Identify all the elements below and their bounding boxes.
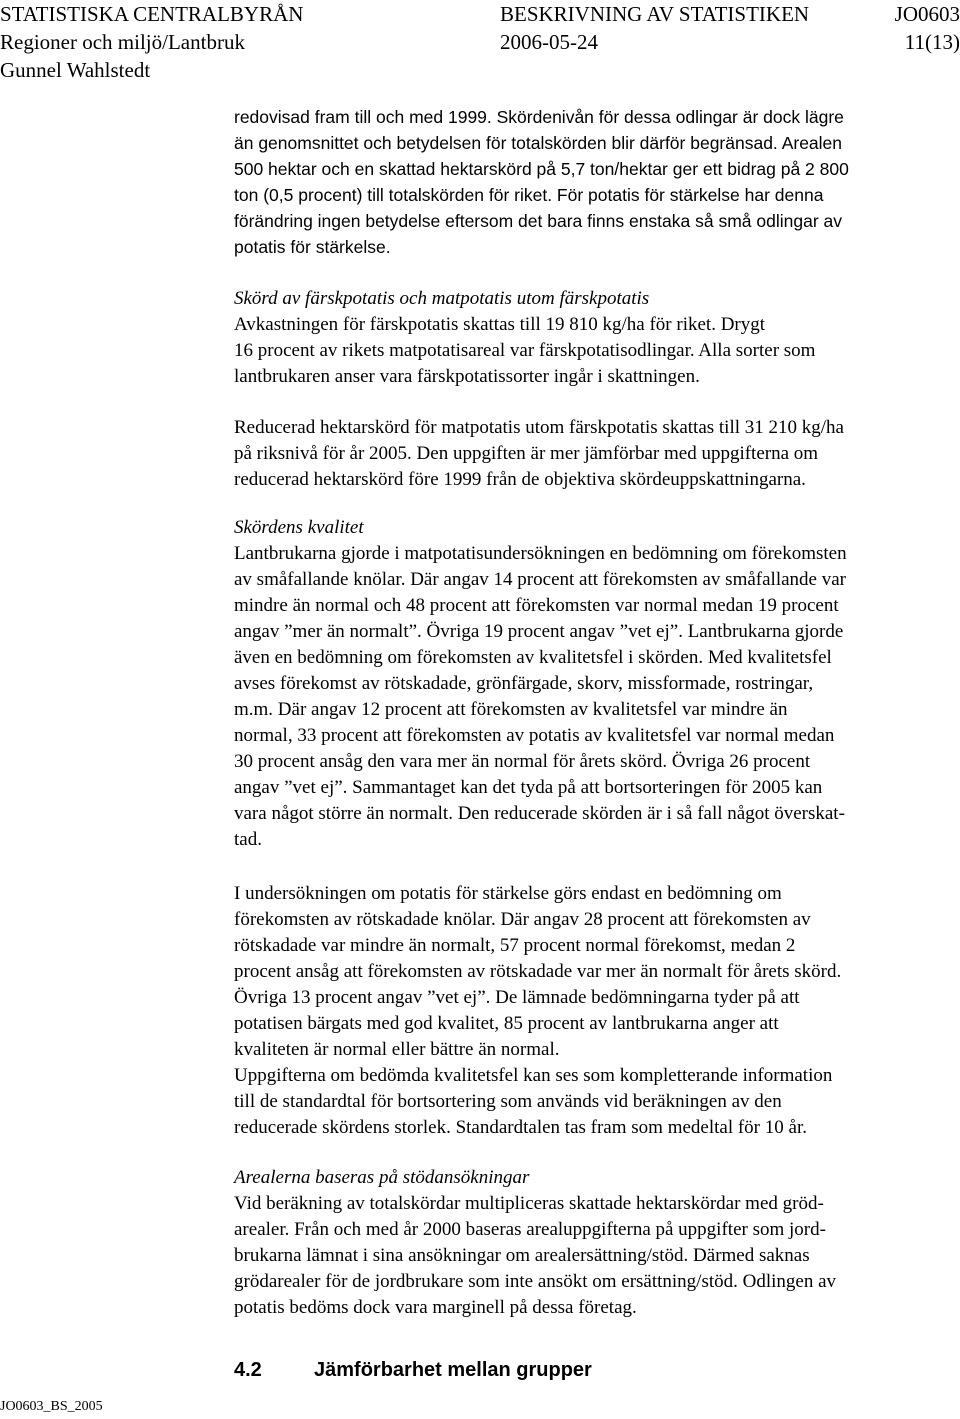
- section-harvest-quality: [234, 515, 946, 853]
- paragraph: redovisad fram till och med 1999. Skördenivån för dessa odlingar är dock lägre än genomsnittet och betydelsen för totalskörden blir därför begränsad. Arealen 500 hektar och en skattad hektarskörd på 5,7 ton/hektar ger ett bidrag på 2 800 ton (0,5 procent) till totalskörden för riket. För potatis för stärkelse har denna förändring ingen betydelse eftersom det bara finns enstaka så små odlingar av potatis för stärkelse.: [234, 107, 849, 257]
- section-reduced-yield: [234, 415, 946, 493]
- header-row-2: [0, 28, 960, 56]
- header-row-3: [0, 56, 960, 84]
- section-area-basis: [234, 1165, 946, 1321]
- paragraph: Uppgifterna om bedömda kvalitetsfel kan ses som kompletterande information till de standardtal för bortsortering som används vid beräkningen av den reducerade skördens storlek. Standardtalen tas fram som medeltal för 10 år.: [234, 1065, 833, 1138]
- organization-name: STATISTISKA CENTRALBYRÅN: [0, 2, 304, 26]
- paragraph: I undersökningen om potatis för stärkelse görs endast en bedömning om förekomsten av rötskadade knölar. Där angav 28 procent att förekomsten av rötskadade var mindre än normalt, 57 procent normal förekomst, medan 2 procent ansåg att förekomsten av rötskadade var mer än normalt för årets skörd. Övriga 13 procent angav ”vet ej”. De lämnade bedömningarna tyder på att potatisen bärgats med god kvalitet, 85 procent av lantbrukarna anger att kvaliteten är normal eller bättre än normal.: [234, 883, 842, 1060]
- footer-document-id: JO0603_BS_2005: [0, 1399, 103, 1414]
- department: Regioner och miljö/Lantbruk: [0, 30, 245, 54]
- paragraph-area-yield: [234, 104, 946, 260]
- section-title: Jämförbarhet mellan grupper: [314, 1359, 592, 1381]
- document-code: JO0603: [894, 2, 960, 26]
- paragraph: Vid beräkning av totalskördar multipliceras skattade hektarskördar med gröd- arealer. Från och med år 2000 baseras arealuppgifterna på uppgifter som jord- brukarna lämnat i sina ansökningar om arealersättning/stöd. Därmed saknas grödarealer för de jordbrukare som inte ansökt om ersättning/stöd. Odlingen av potatis bedöms dock vara marginell på dessa företag.: [234, 1193, 837, 1318]
- section-starch-potato: [234, 881, 946, 1141]
- header-row-1: [0, 0, 960, 28]
- subheading: Skördens kvalitet: [234, 517, 364, 538]
- section-number: 4.2: [234, 1359, 262, 1381]
- page-number: 11(13): [904, 30, 960, 54]
- section-heading: [234, 1356, 592, 1384]
- paragraph: Lantbrukarna gjorde i matpotatisundersökningen en bedömning om förekomsten av småfallande knölar. Där angav 14 procent att förekomsten av småfallande var mindre än normal och 48 procent att förekomsten var normal medan 19 procent angav ”mer än normalt”. Övriga 19 procent angav ”vet ej”. Lantbrukarna gjorde även en bedömning om förekomsten av kvalitetsfel i skörden. Med kvalitetsfel avses förekomst av rötskadade, grönfärgade, skorv, missformade, rostringar, m.m. Där angav 12 procent att förekomsten av kvalitetsfel var mindre än normal, 33 procent att förekomsten av potatis av kvalitetsfel var normal medan 30 procent ansåg den vara mer än normal för årets skörd. Övriga 26 procent angav ”vet ej”. Sammantaget kan det tyda på att bortsorteringen för 2005 kan vara något större än normalt. Den reducerade skörden är i så fall något överskat- tad.: [234, 543, 847, 850]
- document-date: 2006-05-24: [500, 30, 598, 54]
- paragraph: Reducerad hektarskörd för matpotatis utom färskpotatis skattas till 31 210 kg/ha på riksnivå för år 2005. Den uppgiften är mer jämförbar med uppgifterna om reducerad hektarskörd före 1999 från de objektiva skördeuppskattningarna.: [234, 417, 844, 490]
- section-fresh-potato: [234, 286, 946, 390]
- subheading: Skörd av färskpotatis och matpotatis utom färskpotatis: [234, 288, 650, 309]
- author: Gunnel Wahlstedt: [0, 58, 151, 82]
- subheading: Arealerna baseras på stödansökningar: [234, 1167, 530, 1188]
- paragraph: Avkastningen för färskpotatis skattas till 19 810 kg/ha för riket. Drygt 16 procent av rikets matpotatisareal var färskpotatisodlingar. Alla sorter som lantbrukaren anser vara färskpotatissorter ingår i skattningen.: [234, 314, 816, 387]
- document-type: BESKRIVNING AV STATISTIKEN: [500, 2, 810, 26]
